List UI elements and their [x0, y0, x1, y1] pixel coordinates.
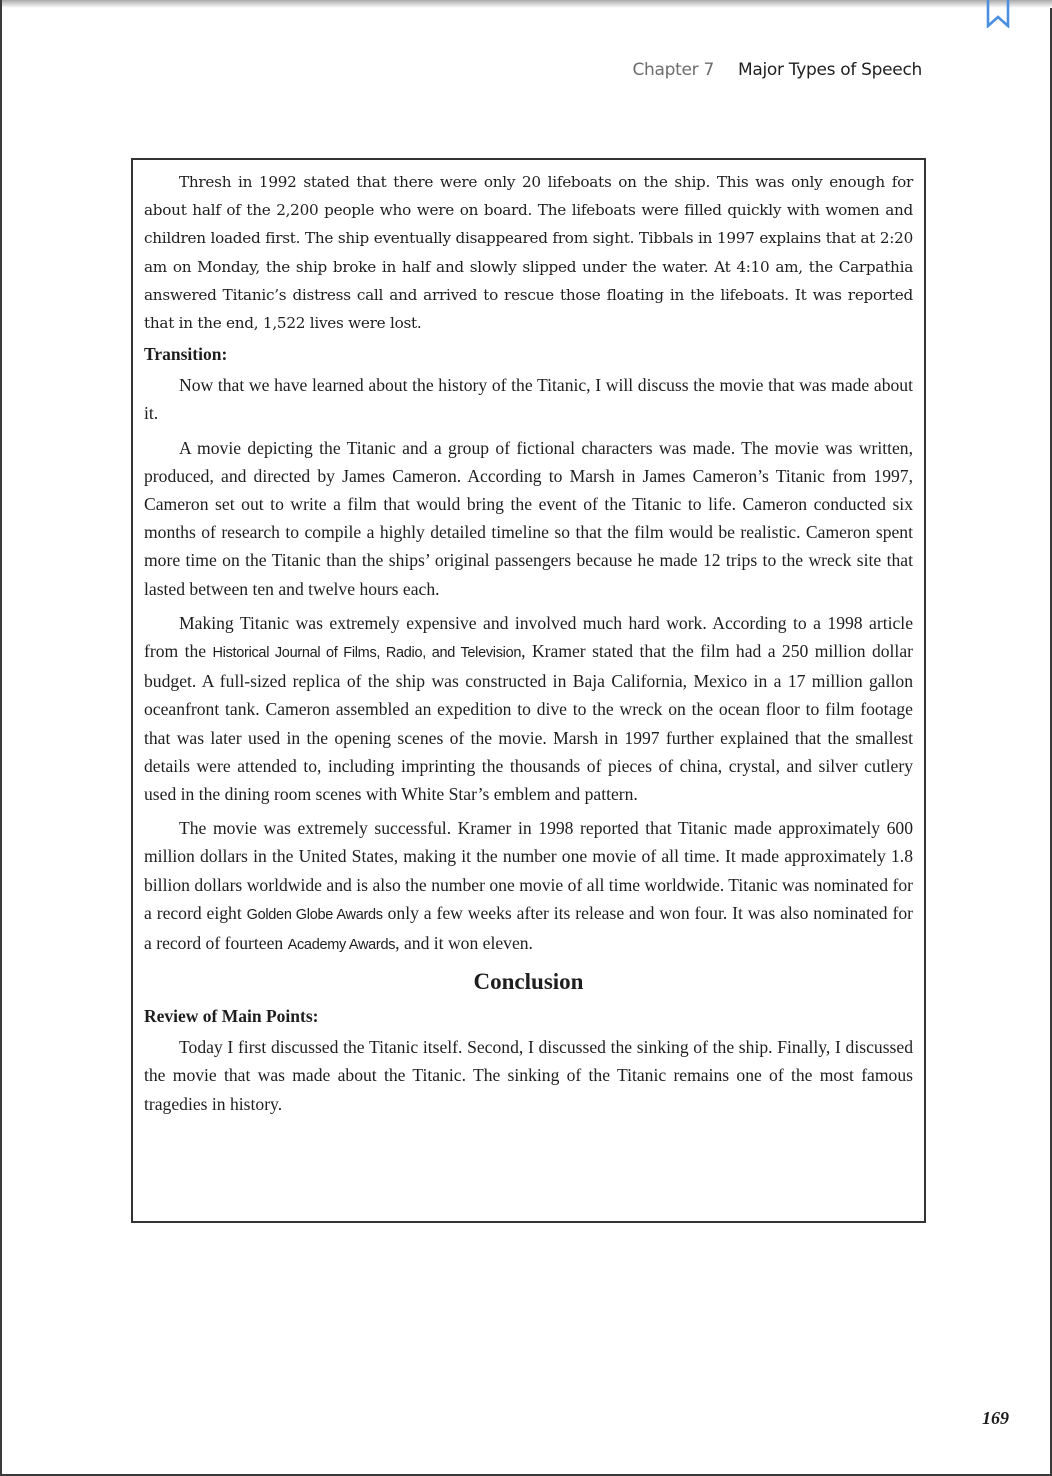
text: The movie was extremely successful. Kramer in 1998 reported that Titanic made approximately 600 million dollars in the United States, making it the number one movie of all time. It made approximately 1.8 billion dollars worldwide and is also the number one movie of all time worldwide. Titanic was nominated for a record eight [144, 818, 913, 923]
paragraph-transition: Now that we have learned about the history of the Titanic, I will discuss the movie that was made about it. [144, 375, 913, 424]
conclusion-heading: Conclusion [473, 969, 584, 995]
academy-awards: Academy Awards [287, 937, 396, 954]
journal-title: Historical Journal of Films, Radio, and Television [212, 645, 522, 662]
transition-label: Transition: [144, 344, 228, 365]
paragraph-making-titanic [144, 609, 913, 808]
paragraph-movie-intro: A movie depicting the Titanic and a group of fictional characters was made. The movie was written, produced, and directed by James Cameron. According to Marsh in James Cameron’s Titanic from 1997, Cameron set out to write a film that would bring the event of the Titanic to life. Cameron conducted six months of research to compile a highly detailed timeline so that the film would be realistic. Cameron spent more time on the Titanic than the ships’ original passengers because he made 12 trips to the wreck site that lasted between ten and twelve hours each. [144, 437, 913, 599]
golden-globe-awards: Golden Globe Awards [246, 906, 383, 923]
text: Making Titanic was extremely expensive and involved much hard work. According to a 1998 article from the [144, 612, 913, 662]
text: , Kramer stated that the film had a 250 million dollar budget. A full-sized replica of the ship was constructed in Baja California, Mexico in a 17 million gallon oceanfront tank. Cameron assembled an expedition to dive to the wreck on the ocean floor to film footage that was later used in the opening scenes of the movie. Marsh in 1997 further explained that the smallest details were attended to, including imprinting the thousands of pieces of china, crystal, and silver cutlery used in the dining room scenes with White Star’s emblem and pattern. [144, 641, 913, 805]
text: , and it won eleven. [395, 933, 533, 954]
page-number: 169 [982, 1408, 1009, 1428]
paragraph-success [144, 814, 913, 959]
bookmark-icon[interactable] [986, 0, 1010, 28]
paragraph-review: Today I first discussed the Titanic itself. Second, I discussed the sinking of the ship. Finally, I discussed the movie that was made about the Titanic. The sinking of the Titanic remains one of the most famous tragedies in history. [144, 1037, 913, 1114]
speech-outline-box [131, 158, 926, 1223]
running-header [632, 60, 922, 80]
chapter-title: Major Types of Speech [737, 60, 922, 80]
review-label: Review of Main Points: [144, 1006, 319, 1027]
chapter-number: Chapter 7 [632, 60, 714, 80]
text: only a few weeks after its release and won four. It was also nominated for a record of fourteen [144, 902, 913, 954]
top-shadow [2, 0, 1052, 8]
paragraph-sinking: Thresh in 1992 stated that there were only 20 lifeboats on the ship. This was only enough for about half of the 2,200 people who were on board. The lifeboats were filled quickly with women and children loaded first. The ship eventually disappeared from sight. Tibbals in 1997 explains that at 2:20 am on Monday, the ship broke in half and slowly slipped under the water. At 4:10 am, the Carpathia answered Titanic’s distress call and arrived to rescue those floating in the lifeboats. It was reported that in the end, 1,522 lives were lost. [144, 173, 913, 333]
